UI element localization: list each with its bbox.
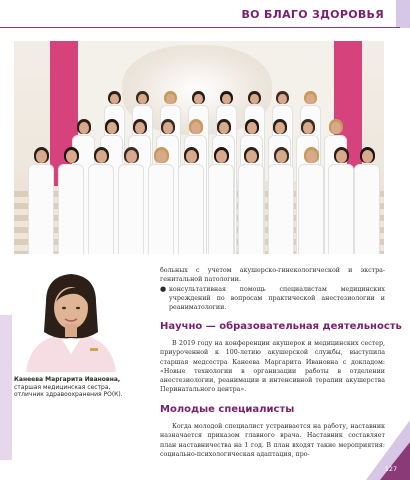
portrait-caption [14,376,132,399]
article-top [160,266,385,312]
article-para2-block [160,422,385,459]
article-para1-block [160,339,385,395]
section-title: ВО БЛАГО ЗДОРОВЬЯ [241,8,384,21]
portrait-photo [16,262,126,372]
article-bullet [160,285,385,313]
portrait-name: Канеева Маргарита Ивановна, [14,376,121,383]
bullet-dot-icon: ● [160,284,167,293]
left-decor-strip [0,315,12,460]
portrait-role: старшая медицинская сестра, отличник здравоохранения РО(К). [14,383,123,398]
portrait-illustration [16,262,126,372]
article-continuation: больных с учетом акушерско-гинекологической и экстра-генитальной патологии. [160,267,385,284]
header-divider [0,27,400,28]
heading-scientific-education: Научно — образовательная деятельность [160,321,402,332]
article-bullet-text: консультативная помощь специалистам медицинских учреждений по вопросам практической анестезиологии и реаниматологии. [169,285,385,312]
article-para2: Когда молодой специалист устраивается на работу, наставник назначается приказом главного врача. Наставник составляет план наставничества на 1 год. В план входят такие мероприятия: социально-психологическая адаптация, про- [160,423,385,458]
group-photo [14,41,384,254]
page-number: 127 [384,465,398,473]
heading-young-specialists: Молодые специалисты [160,404,295,415]
article-para1: В 2019 году на конференции акушерок и медицинских сестер, приуроченной к 100-летию акушерской службы, выступила старшая медсестра Канеева Маргарита Ивановна с докладом: «Новые технологии в организации работы в отделении анестезиологии, реанимации и интенсивной терапии акушерства Перинатального центра». [160,340,385,394]
header-corner-decoration [396,0,410,28]
